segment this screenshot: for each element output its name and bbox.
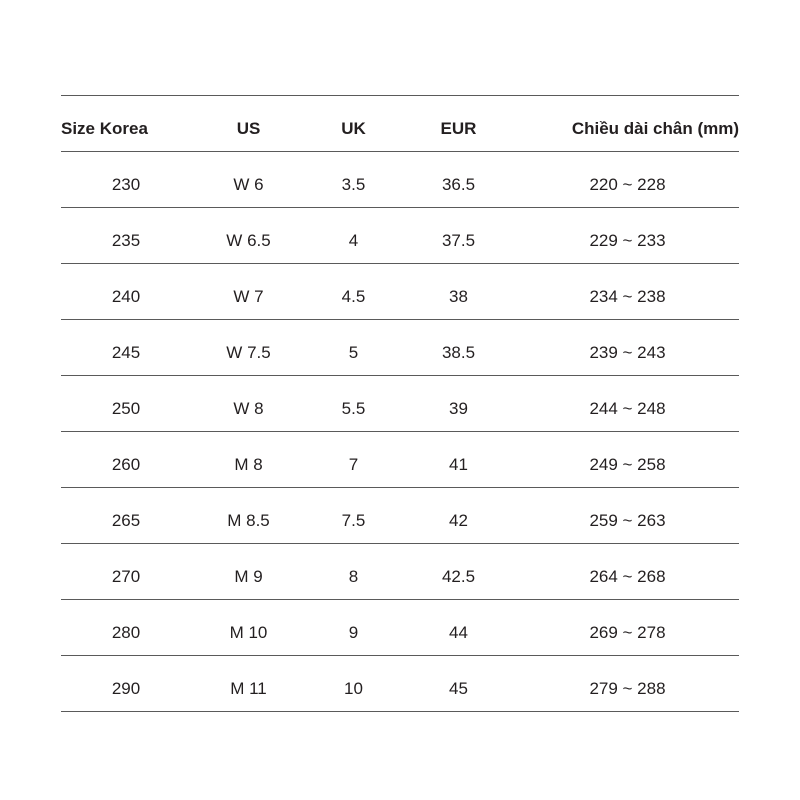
size-korea-cell: 290 xyxy=(111,679,141,698)
table-row xyxy=(61,375,739,431)
eur-cell: 42 xyxy=(449,511,468,530)
foot-length-cell: 220 ~ 228 xyxy=(589,175,666,194)
size-korea-cell: 235 xyxy=(111,231,141,250)
eur-cell: 39 xyxy=(449,399,468,418)
table-row xyxy=(61,487,739,543)
eur-cell: 42.5 xyxy=(441,567,476,586)
table-row xyxy=(61,263,739,319)
uk-cell: 9 xyxy=(348,623,359,642)
us-cell: M 9 xyxy=(234,567,263,586)
size-korea-cell: 260 xyxy=(111,455,141,474)
uk-cell: 10 xyxy=(344,679,363,698)
uk-cell: 5 xyxy=(348,343,359,362)
table-body xyxy=(61,151,739,712)
us-cell: M 11 xyxy=(230,679,267,698)
eur-cell: 41 xyxy=(449,455,468,474)
us-cell: M 10 xyxy=(229,623,268,642)
table-row xyxy=(61,599,739,655)
us-cell: W 6.5 xyxy=(226,231,271,250)
foot-length-cell: 249 ~ 258 xyxy=(589,455,666,474)
uk-cell: 4 xyxy=(348,231,359,250)
eur-cell: 36.5 xyxy=(441,175,476,194)
table-row xyxy=(61,655,739,712)
eur-cell: 37.5 xyxy=(441,231,476,250)
foot-length-cell: 234 ~ 238 xyxy=(589,287,666,306)
us-cell: W 7 xyxy=(233,287,264,306)
table-row xyxy=(61,431,739,487)
foot-length-cell: 259 ~ 263 xyxy=(589,511,666,530)
table-row xyxy=(61,543,739,599)
size-chart-table xyxy=(61,95,739,712)
uk-cell: 3.5 xyxy=(341,175,366,194)
uk-cell: 7 xyxy=(348,455,359,474)
uk-cell: 8 xyxy=(348,567,359,586)
uk-cell: 4.5 xyxy=(341,287,366,306)
table-row xyxy=(61,319,739,375)
us-cell: M 8.5 xyxy=(227,511,270,530)
us-cell: M 8 xyxy=(234,455,263,474)
foot-length-cell: 279 ~ 288 xyxy=(589,679,666,698)
table-row xyxy=(61,207,739,263)
foot-length-cell: 229 ~ 233 xyxy=(589,231,666,250)
us-cell: W 8 xyxy=(233,399,264,418)
size-korea-cell: 270 xyxy=(111,567,141,586)
size-korea-cell: 250 xyxy=(111,399,141,418)
size-korea-cell: 245 xyxy=(111,343,141,362)
us-cell: W 6 xyxy=(233,175,264,194)
header-us: US xyxy=(236,119,261,138)
size-korea-cell: 265 xyxy=(111,511,141,530)
foot-length-cell: 244 ~ 248 xyxy=(589,399,666,418)
size-korea-cell: 280 xyxy=(111,623,141,642)
table-row xyxy=(61,151,739,207)
header-eur: EUR xyxy=(440,119,477,138)
eur-cell: 38 xyxy=(449,287,468,306)
us-cell: W 7.5 xyxy=(226,343,271,362)
table-header-row xyxy=(61,95,739,151)
header-uk: UK xyxy=(341,119,366,138)
foot-length-cell: 239 ~ 243 xyxy=(589,343,666,362)
foot-length-cell: 264 ~ 268 xyxy=(589,567,666,586)
eur-cell: 44 xyxy=(449,623,468,642)
header-foot-length: Chiều dài chân (mm) xyxy=(571,119,739,138)
header-size-korea: Size Korea xyxy=(61,119,148,138)
eur-cell: 38.5 xyxy=(441,343,476,362)
uk-cell: 7.5 xyxy=(341,511,366,530)
size-korea-cell: 240 xyxy=(111,287,141,306)
uk-cell: 5.5 xyxy=(341,399,366,418)
eur-cell: 45 xyxy=(449,679,468,698)
size-korea-cell: 230 xyxy=(111,175,141,194)
foot-length-cell: 269 ~ 278 xyxy=(589,623,666,642)
